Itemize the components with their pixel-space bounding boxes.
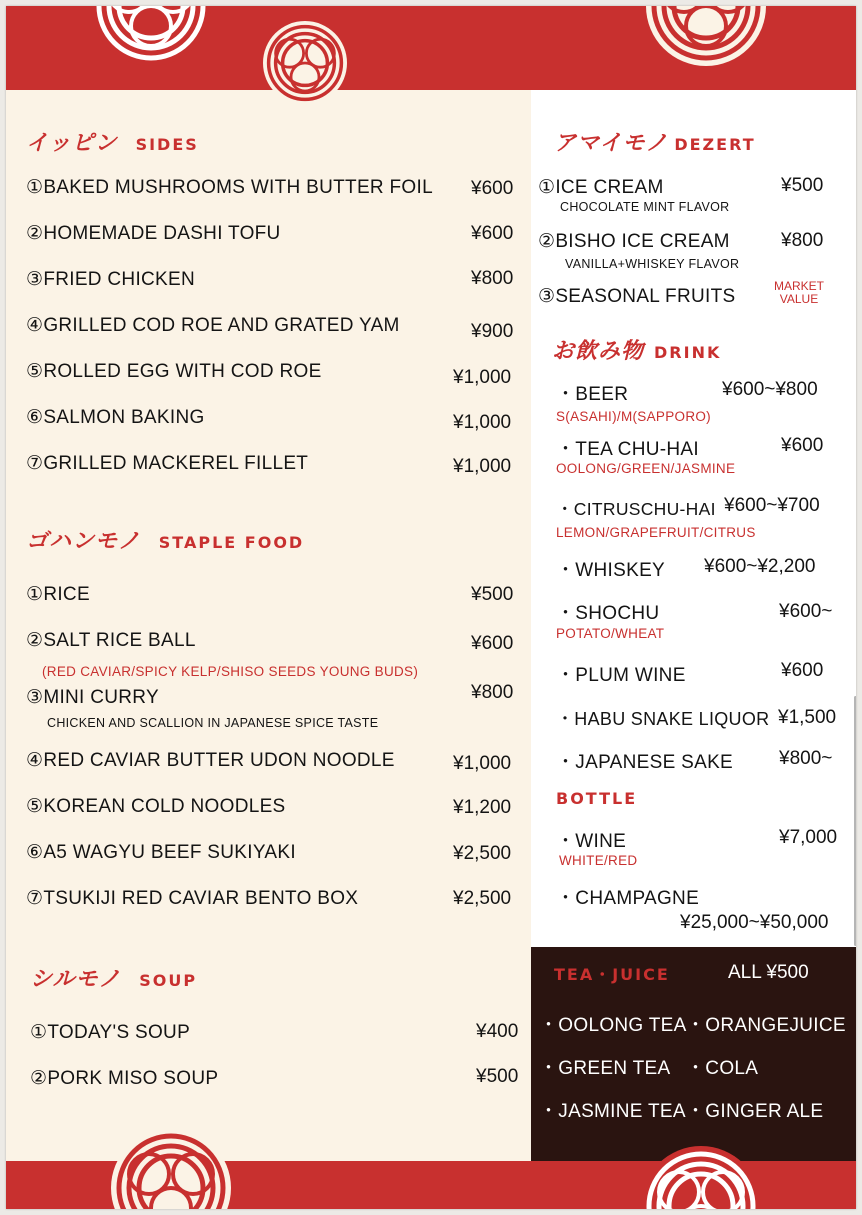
dessert-heading-jp: アマイモノ — [554, 131, 669, 156]
scrollbar[interactable] — [854, 696, 856, 946]
dessert-item: ③SEASONAL FRUITS — [538, 286, 736, 307]
drink-note: LEMON/GRAPEFRUIT/CITRUS — [556, 525, 756, 540]
dessert-heading-en: DEZERT — [674, 135, 756, 154]
drink-heading-en: DRINK — [654, 343, 722, 362]
sides-item: ⑦GRILLED MACKEREL FILLET — [26, 453, 309, 474]
drink-note: OOLONG/GREEN/JASMINE — [556, 461, 736, 476]
sides-price: ¥1,000 — [453, 367, 512, 388]
bottle-item: ・WINE — [556, 831, 627, 852]
staple-note: (RED CAVIAR/SPICY KELP/SHISO SEEDS YOUNG BUDS) — [42, 664, 419, 679]
drink-item: ・HABU SNAKE LIQUOR — [556, 709, 770, 729]
staple-heading — [26, 524, 304, 555]
tea-juice-item: ・JASMINE TEA — [539, 1101, 686, 1122]
staple-price: ¥500 — [471, 584, 514, 605]
mizuhiki-knot-icon — [606, 6, 806, 86]
soup-item: ①TODAY'S SOUP — [30, 1022, 191, 1043]
sides-item: ③FRIED CHICKEN — [26, 269, 196, 290]
soup-heading — [30, 962, 197, 993]
bottle-price: ¥7,000 — [779, 827, 838, 848]
dessert-note: VANILLA+WHISKEY FLAVOR — [565, 257, 740, 271]
drink-note: POTATO/WHEAT — [556, 626, 665, 641]
drink-price: ¥600 — [781, 660, 824, 681]
staple-item: ①RICE — [26, 584, 90, 605]
drink-price: ¥600~ — [779, 601, 833, 622]
staple-heading-en: STAPLE FOOD — [158, 533, 305, 552]
sides-item: ④GRILLED COD ROE AND GRATED YAM — [26, 315, 400, 336]
sides-price: ¥1,000 — [453, 412, 512, 433]
mizuhiki-knot-icon — [262, 20, 348, 106]
staple-price: ¥1,000 — [453, 753, 512, 774]
drink-item: ・SHOCHU — [556, 603, 660, 624]
tea-juice-heading-en: TEA・JUICE — [554, 965, 670, 984]
sides-price: ¥600 — [471, 223, 514, 244]
sides-price: ¥1,000 — [453, 456, 512, 477]
staple-note: CHICKEN AND SCALLION IN JAPANESE SPICE TASTE — [47, 716, 379, 730]
drink-item: ・CITRUSCHU-HAI — [556, 499, 716, 519]
sides-heading-jp: イッピン — [26, 131, 118, 156]
staple-price: ¥600 — [471, 633, 514, 654]
sides-heading-en: SIDES — [135, 135, 199, 154]
dessert-price: ¥500 — [781, 175, 824, 196]
sides-item: ⑥SALMON BAKING — [26, 407, 205, 428]
tea-juice-price: ALL ¥500 — [728, 962, 809, 983]
market-value-line: VALUE — [779, 292, 819, 306]
mizuhiki-knot-icon — [621, 1141, 781, 1209]
drink-price: ¥600~¥700 — [724, 495, 820, 516]
tea-juice-item: ・OOLONG TEA — [539, 1015, 687, 1036]
tea-juice-item: ・GINGER ALE — [686, 1101, 824, 1122]
staple-price: ¥2,500 — [453, 843, 512, 864]
bottle-heading-en: BOTTLE — [556, 789, 638, 808]
staple-item: ⑤KOREAN COLD NOODLES — [26, 796, 286, 817]
sides-item: ①BAKED MUSHROOMS WITH BUTTER FOIL — [26, 177, 433, 198]
dessert-note: CHOCOLATE MINT FLAVOR — [560, 200, 730, 214]
staple-item: ③MINI CURRY — [26, 687, 159, 708]
drink-price: ¥600~¥2,200 — [704, 556, 816, 577]
staple-item: ⑦TSUKIJI RED CAVIAR BENTO BOX — [26, 888, 359, 909]
mizuhiki-knot-icon — [86, 1118, 256, 1209]
drink-price: ¥800~ — [779, 748, 833, 769]
dessert-item: ①ICE CREAM — [538, 177, 664, 198]
sides-item: ②HOMEMADE DASHI TOFU — [26, 223, 281, 244]
tea-juice-heading — [554, 962, 670, 985]
drink-heading-jp: お飲み物 — [552, 339, 645, 364]
market-value-label — [768, 280, 830, 306]
staple-item: ②SALT RICE BALL — [26, 630, 196, 651]
drink-item: ・BEER — [556, 384, 629, 405]
tea-juice-item: ・ORANGEJUICE — [686, 1015, 846, 1036]
staple-item: ⑥A5 WAGYU BEEF SUKIYAKI — [26, 842, 296, 863]
drink-item: ・WHISKEY — [556, 560, 666, 581]
sides-item: ⑤ROLLED EGG WITH COD ROE — [26, 361, 322, 382]
staple-price: ¥1,200 — [453, 797, 512, 818]
staple-price: ¥800 — [471, 682, 514, 703]
soup-price: ¥400 — [476, 1021, 519, 1042]
soup-heading-en: SOUP — [139, 971, 198, 990]
dessert-heading — [554, 126, 756, 157]
menu-page — [6, 6, 856, 1209]
drink-price: ¥1,500 — [778, 707, 837, 728]
tea-juice-item: ・COLA — [686, 1058, 759, 1079]
bottle-item: ・CHAMPAGNE — [556, 888, 700, 909]
sides-heading — [26, 126, 199, 157]
drink-note: S(ASAHI)/M(SAPPORO) — [556, 409, 711, 424]
drink-heading — [552, 334, 721, 365]
bottle-heading — [556, 789, 637, 808]
drink-item: ・JAPANESE SAKE — [556, 752, 734, 773]
dessert-item: ②BISHO ICE CREAM — [538, 231, 730, 252]
sides-price: ¥800 — [471, 268, 514, 289]
sides-price: ¥600 — [471, 178, 514, 199]
sides-price: ¥900 — [471, 321, 514, 342]
drink-item: ・PLUM WINE — [556, 665, 686, 686]
soup-item: ②PORK MISO SOUP — [30, 1068, 219, 1089]
drink-price: ¥600~¥800 — [722, 379, 818, 400]
market-value-line: MARKET — [773, 279, 824, 293]
bottle-price: ¥25,000~¥50,000 — [680, 912, 829, 933]
soup-price: ¥500 — [476, 1066, 519, 1087]
soup-heading-jp: シルモノ — [30, 967, 122, 992]
mizuhiki-knot-icon — [76, 6, 226, 76]
drink-item: ・TEA CHU-HAI — [556, 439, 699, 460]
bottle-note: WHITE/RED — [559, 853, 638, 868]
dessert-price: ¥800 — [781, 230, 824, 251]
drink-price: ¥600 — [781, 435, 824, 456]
staple-item: ④RED CAVIAR BUTTER UDON NOODLE — [26, 750, 395, 771]
staple-heading-jp: ゴハンモノ — [26, 529, 141, 554]
tea-juice-item: ・GREEN TEA — [539, 1058, 671, 1079]
staple-price: ¥2,500 — [453, 888, 512, 909]
